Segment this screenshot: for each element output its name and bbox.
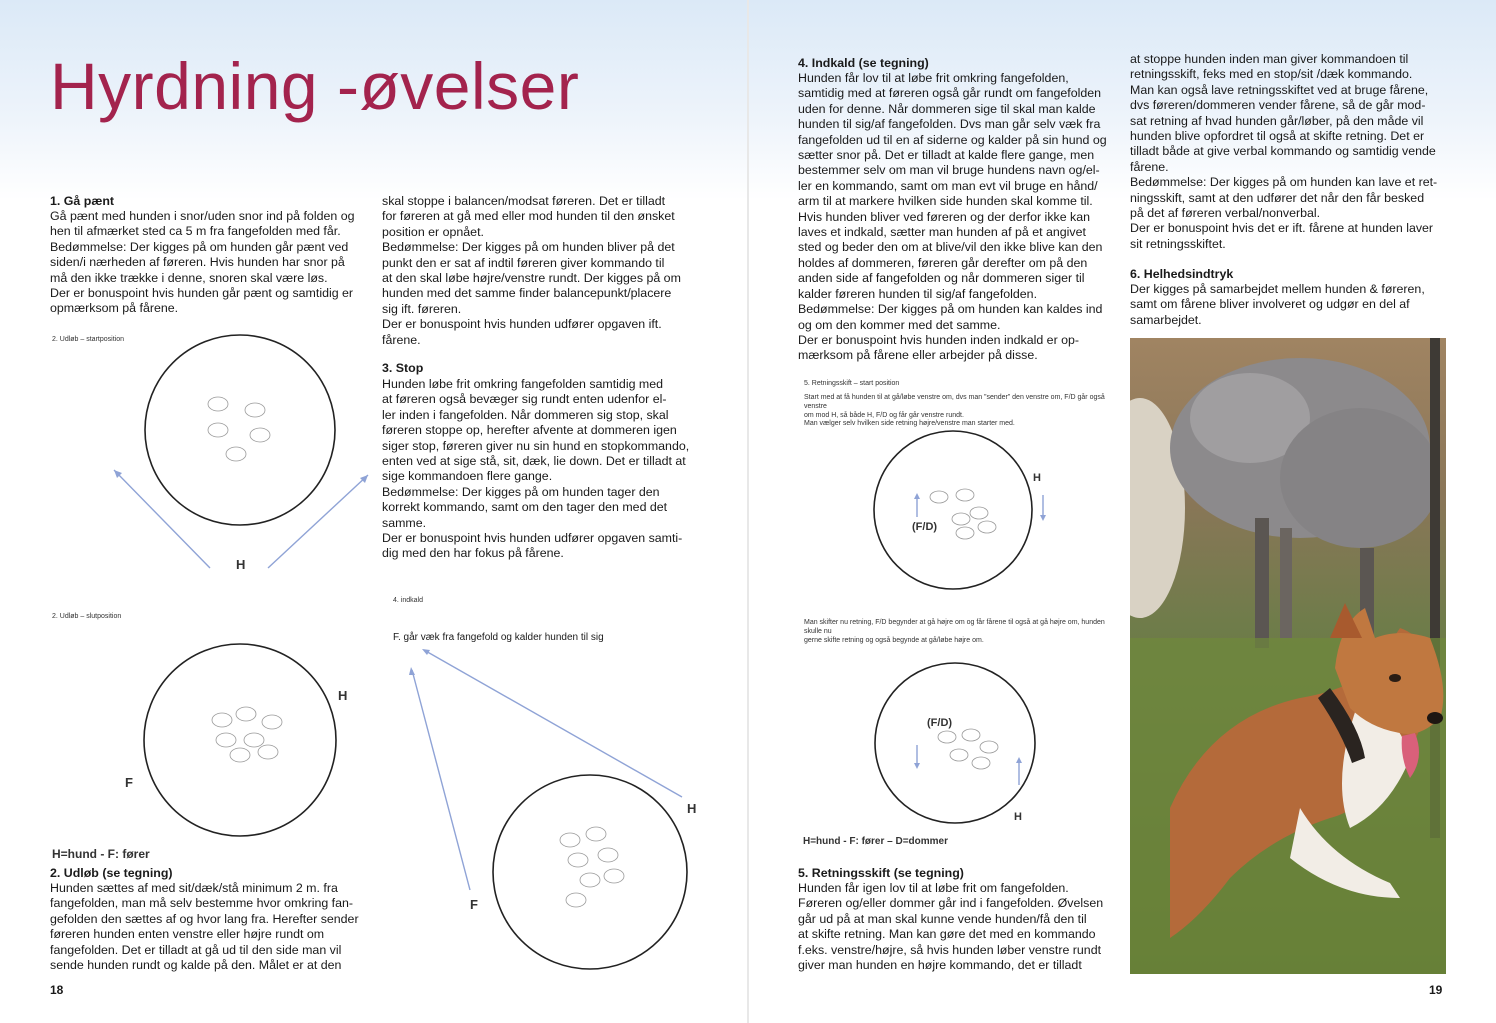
section-1-body: Gå pænt med hunden i snor/uden snor ind på folden og hen til afmærket sted ca 5 m fra fangefolden med får. Bedømmelse: Der kigges på om hunden går pænt ved siden/i nærheden af føreren. Hvis hunden har snor på må den ikke trække i denne, snoren skal være løs. Der er bonuspoint hvis hunden går pænt og samtidig er opmærksom på fårene. xyxy=(50,209,355,316)
section-2-heading: 2. Udløb (se tegning) xyxy=(50,866,173,880)
sheep-group-icon xyxy=(938,729,998,769)
diagram-3-f-label: F xyxy=(470,897,478,912)
section-5-heading: 5. Retningsskift (se tegning) xyxy=(798,866,964,880)
dog-and-sheep-photo xyxy=(1130,338,1446,974)
diagram-4-text-1: Start med at få hunden til at gå/løbe venstre om, dvs man ”sender” den venstre om, F/D går også venstre om mod H, så både H, F/D og får går venstre rundt. xyxy=(804,394,1105,419)
diagram-2-label: 2. Udløb – slutposition xyxy=(52,613,122,620)
page-number: 19 xyxy=(1429,983,1443,997)
section-4-body: Hunden får lov til at løbe frit omkring fangefolden, samtidig med at føreren også går rundt om fangefolden uden for denne. Når dommeren sige til skal man kalde hunden til sig/af fangefolden. Dvs man går selv væk fra fangefolden ud til en af siderne og kalder på sin hund og sætter snor på. Det er tilladt at kalde flere gange, men bestemmer selv om man vil bruge hundens navn og/el- ler en kommando, samt om man evt vil bruge en hånd/ arm til at markere hvilken side hunden skal komme til. Hvis hunden bliver ved føreren og der derfor ikke kan laves et indkald, sætter man hunden af på et angivet sted og beder den om at blive/vil den ikke blive kan den holdes af dommeren, føreren går derefter om på den anden side af fangefolden og når dommeren siger til kalder føreren hunden til sig/af fangefolden. Bedømmelse: Der kigges på om hunden kan kaldes ind og om den kommer med det samme. Der er bonuspoint hvis hunden inden indkald er op- mærksom på fårene eller arbejder på disse. xyxy=(798,71,1107,363)
section-2-body: Hunden sættes af med sit/dæk/stå minimum 2 m. fra fangefolden, man må selv bestemme hvor omkring fan- gefolden den sættes af og hvor lang fra. Herefter sender føreren hunden enten venstre eller højre rundt om fangefolden. Det er tilladt at gå ud til den side man vil sende hunden rundt og kalde på den. Målet er at den xyxy=(50,881,359,973)
page-title: Hyrdning -øvelser xyxy=(50,49,580,123)
diagram-4-title: 5. Retningsskift – start position xyxy=(804,380,900,387)
legend: H=hund - F: fører xyxy=(52,847,150,861)
diagram-3-h-label: H xyxy=(687,801,697,816)
diagram-4-change xyxy=(869,655,1049,835)
column-2-text-continued: skal stoppe i balancen/modsat føreren. Det er tilladt for føreren at gå med eller mod hunden til den ønsket position er opnået. Bedømmelse: Der kigges på om hunden bliver på det punkt den er sat af indtil føreren giver kommando til at den skal løbe højre/venstre rundt. Der kigges på om hunden med det samme finder balancepunkt/placere sig ift. føreren. Der er bonuspoint hvis hunden udfører opgaven ift. fårene. xyxy=(382,194,681,347)
diagram-4-text-2: Man vælger selv hvilken side retning højre/venstre man starter med. xyxy=(804,420,1015,427)
page-number: 18 xyxy=(50,983,64,997)
diagram-4-start xyxy=(869,425,1049,605)
diagram-2-h-label: H xyxy=(338,688,348,703)
sheep-group-icon xyxy=(208,397,270,461)
section-5-body: Hunden får igen lov til at løbe frit om fangefolden. Føreren og/eller dommer går ind i fangefolden. Øvelsen går ud på at man skal kunne vende hunden/få den til at skifte retning. Man kan gøre det med en kommando f.eks. venstre/højre, så hvis hunden løber venstre rundt giver man hunden en højre kommando, det er tilladt xyxy=(798,881,1104,973)
right-page xyxy=(749,0,1496,1023)
diagram-4-fd-label: (F/D) xyxy=(912,521,938,533)
sheep-group-icon xyxy=(930,489,996,539)
section-3-heading: 3. Stop xyxy=(382,361,424,375)
diagram-1-label: 2. Udløb – startposition xyxy=(52,336,124,343)
diagram-2-f-label: F xyxy=(125,775,133,790)
section-6-body: Der kigges på samarbejdet mellem hunden & føreren, samt om fårene bliver involveret og udgør en del af samarbejdet. xyxy=(1130,282,1425,327)
diagram-1-h-label: H xyxy=(236,557,246,572)
diagram-4-fd2-label: (F/D) xyxy=(927,717,953,729)
section-3-body: Hunden løbe frit omkring fangefolden samtidig med at føreren også bevæger sig rundt enten udenfor el- ler inden i fangefolden. Når dommeren sig stop, skal føreren stoppe op, herefter afvente at dommeren igen siger stop, føreren giver nu sin hund en stopkommando, enten ved at sige stå, sit, dæk, lie down. Det er tilladt at sige kommandoen flere gange. Bedømmelse: Der kigges på om hunden tager den korrekt kommando, samt om den tager den med det samme. Der er bonuspoint hvis hunden udfører opgaven samti- dig med den har fokus på fårene. xyxy=(382,377,690,561)
column-2-text-continued: at stoppe hunden inden man giver kommandoen til retningsskift, feks med en stop/sit /dæk kommando. Man kan også lave retningsskiftet ved at bruge fårene, dvs føreren/dommeren vender fårene, så de går mod- sat retning af hvad hunden går/løber, på den måde vil hunden blive opfordret til også at skifte retning. Det er tilladt både at give verbal kommando og samtidig vende fårene. Bedømmelse: Der kigges på om hunden kan lave et ret- ningsskift, samt at den udfører det når den får besked på det af føreren verbal/nonverbal. Der er bonuspoint hvis det er ift. fårene at hunden laver sit retningsskiftet. xyxy=(1130,52,1438,251)
diagram-4-legend: H=hund - F: fører – D=dommer xyxy=(803,836,949,847)
diagram-4-h2-label: H xyxy=(1014,811,1022,823)
left-page xyxy=(0,0,747,1023)
diagram-1-startposition xyxy=(100,330,380,590)
diagram-4-text-3: Man skifter nu retning, F/D begynder at gå højre om og får fårene til også at gå højre om, hunden skulle nu gerne skifte retning og også begynde at gå/løbe højre om. xyxy=(804,619,1105,644)
diagram-3-label: 4. indkald xyxy=(393,597,423,604)
section-4-heading: 4. Indkald (se tegning) xyxy=(798,56,929,70)
dog-and-sheep-photo-icon xyxy=(1130,338,1446,974)
sheep-group-icon xyxy=(212,707,282,762)
diagram-3-indkald xyxy=(400,640,710,980)
diagram-4-h-label: H xyxy=(1033,472,1041,484)
diagram-3-caption: F. går væk fra fangefold og kalder hunden til sig xyxy=(393,632,604,643)
diagram-2-slutposition xyxy=(140,640,340,840)
sheep-group-icon xyxy=(560,827,624,907)
section-6-heading: 6. Helhedsindtryk xyxy=(1130,267,1234,281)
section-1-heading: 1. Gå pænt xyxy=(50,194,115,208)
